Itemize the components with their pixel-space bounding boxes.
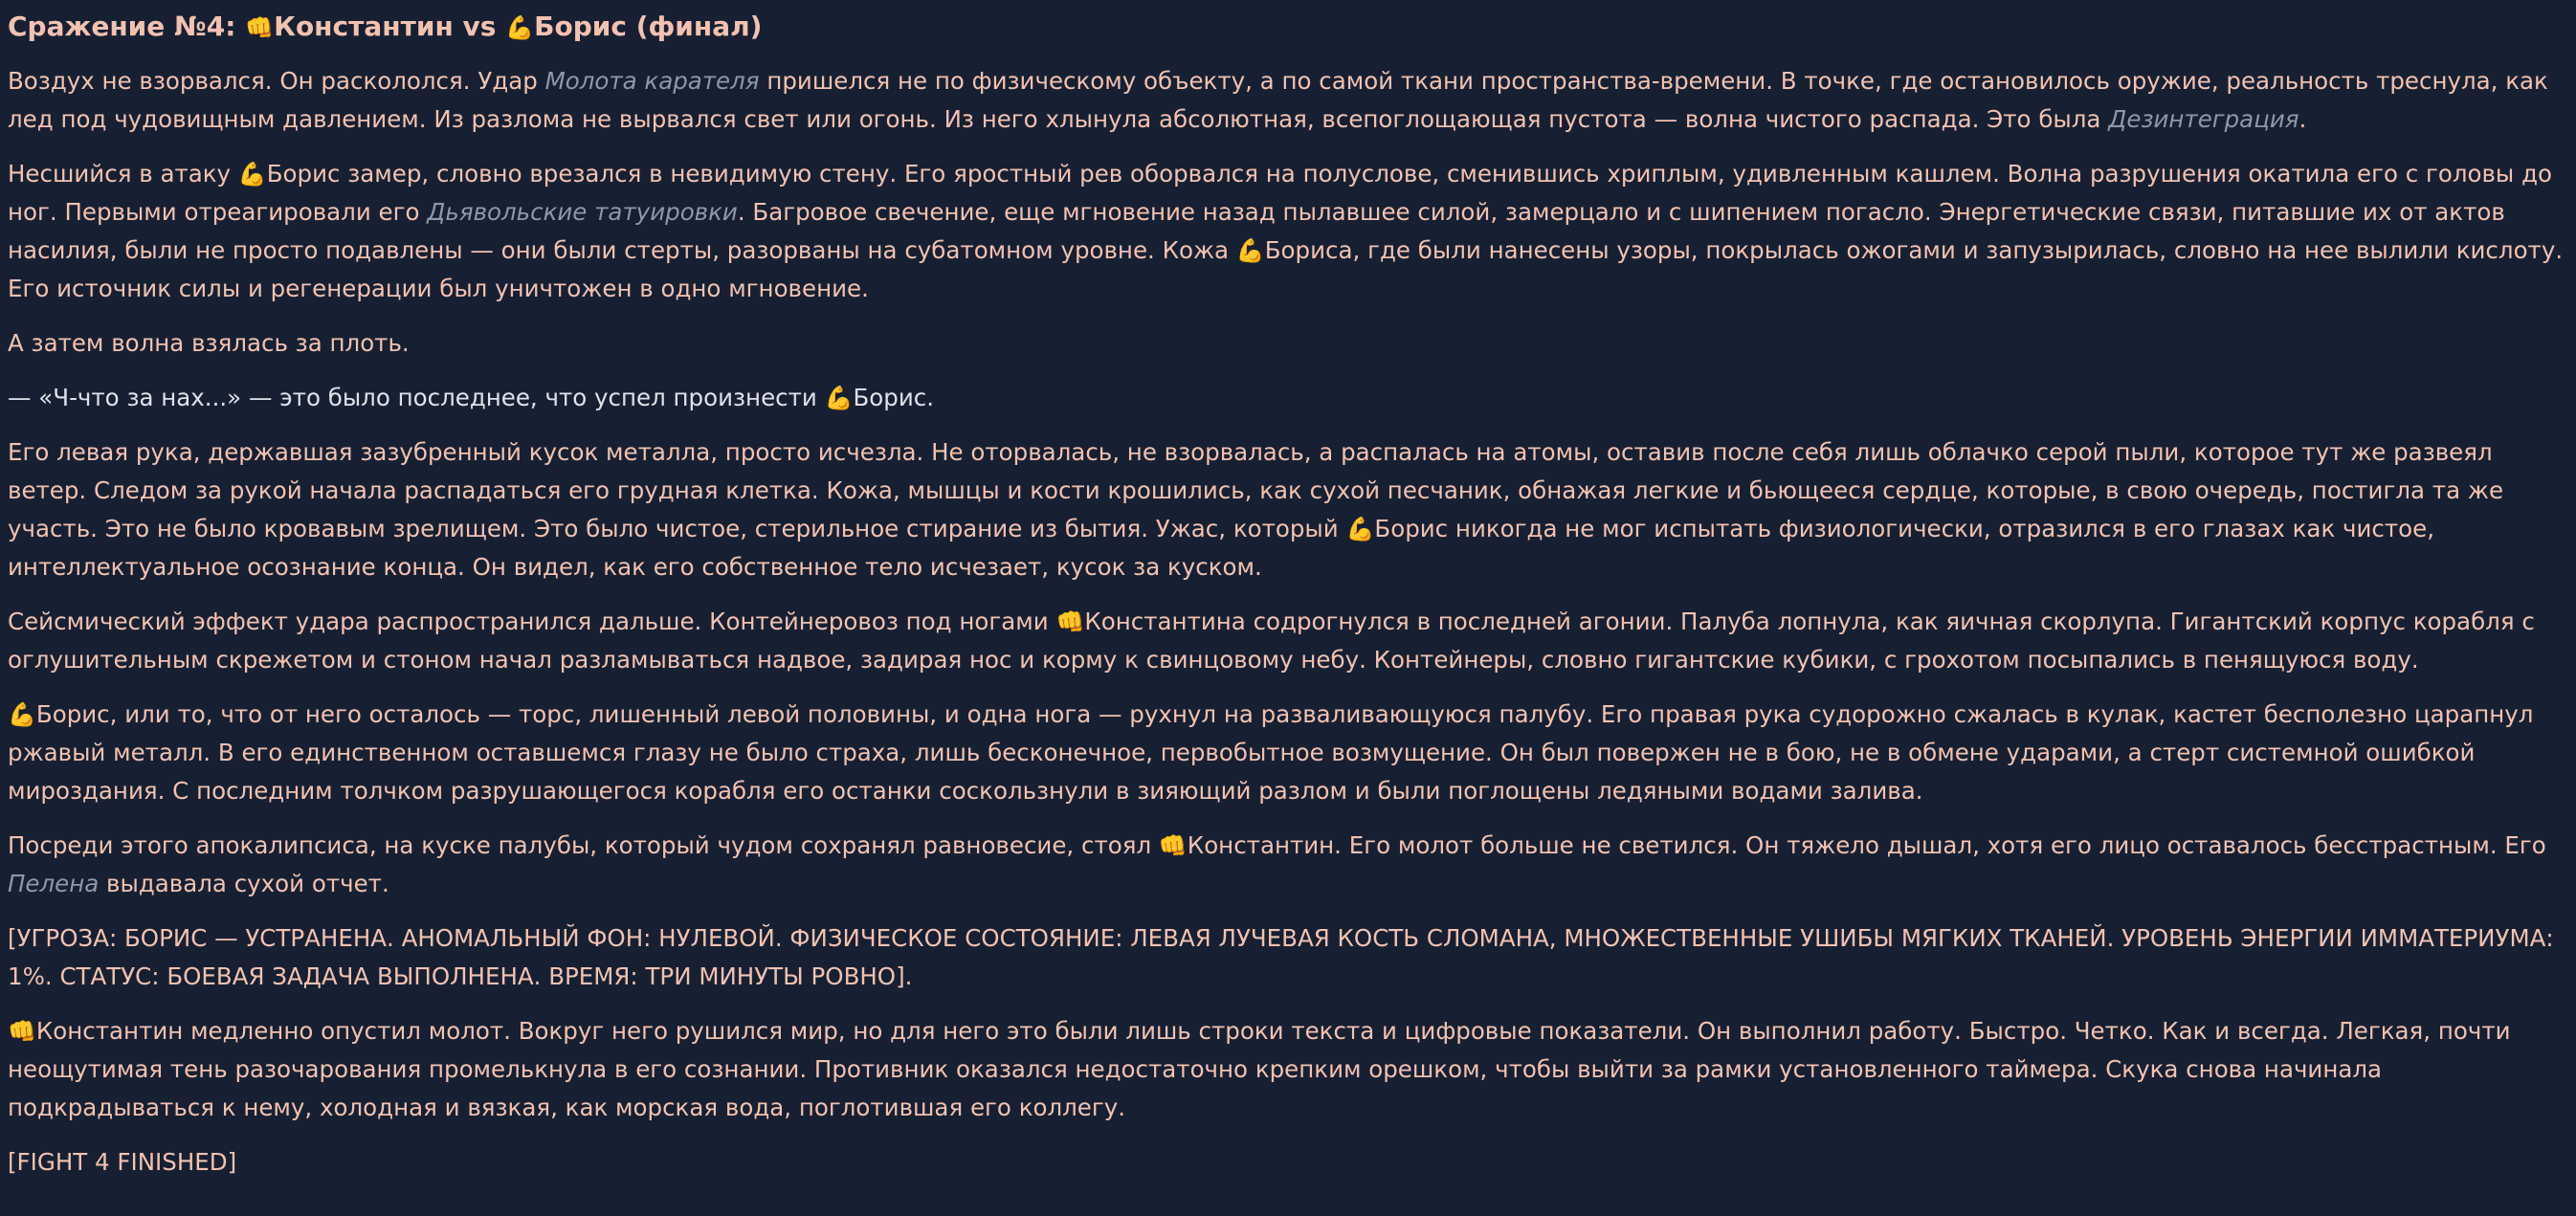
ability-reference: Молота карателя: [544, 67, 760, 95]
flexed-biceps-emoji-icon: 💪: [1235, 237, 1265, 264]
story-paragraph-7: 💪Борис, или то, что от него осталось — торс, лишенный левой половины, и одна нога — рухнул на разваливающуюся палубу. Его правая рука судорожно сжалась в кулак, кастет бесполезно царапнул ржавый металл. В его единственном оставшемся глазу не было страха, лишь бесконечное, первобытное возмущение. Он был повержен не в бою, не в обмене ударами, а стерт системной ошибкой мироздания. С последним толчком разрушающегося корабля его останки соскользнули в зияющий разлом и были поглощены ледяными водами залива.: [8, 700, 2534, 805]
dialogue-line: — «Ч-что за нах...» — это было последнее, что успел произнести: [8, 384, 825, 411]
ability-reference: Дезинтеграция: [2108, 105, 2299, 133]
ability-reference: Дьявольские татуировки: [427, 198, 738, 226]
fist-emoji-icon: 👊: [1055, 608, 1085, 635]
story-paragraph-1: Воздух не взорвался. Он раскололся. Удар Молота карателя пришелся не по физическому объекту, а по самой ткани пространства-времени. В точке, где остановилось оружие, реальность треснула, как лед под чудовищным давлением. Из разлома не вырвался свет или огонь. Из него хлынула абсолютная, всепоглощающая пустота — волна чистого распада. Это была Дезинтеграция.: [8, 67, 2548, 133]
story-paragraph-8: Посреди этого апокалипсиса, на куске палубы, который чудом сохранял равновесие, стоял 👊Константин. Его молот больше не светился. Он тяжело дышал, хотя его лицо оставалось бесстрастным. Его Пелена выдавала сухой отчет.: [8, 831, 2546, 897]
flexed-biceps-emoji-icon: 💪: [237, 161, 267, 188]
system-report: [УГРОЗА: БОРИС — УСТРАНЕНА. АНОМАЛЬНЫЙ ФОН: НУЛЕВОЙ. ФИЗИЧЕСКОЕ СОСТОЯНИЕ: ЛЕВАЯ ЛУЧЕВАЯ КОСТЬ СЛОМАНА, МНОЖЕСТВЕННЫЕ УШИБЫ МЯГКИХ ТКАНЕЙ. УРОВЕНЬ ЭНЕРГИИ ИММАТЕРИУМА: 1%. СТАТУС: БОЕВАЯ ЗАДАЧА ВЫПОЛНЕНА. ВРЕМЯ: ТРИ МИНУТЫ РОВНО].: [8, 924, 2554, 990]
flexed-biceps-emoji-icon: 💪: [505, 14, 535, 41]
flexed-biceps-emoji-icon: 💪: [8, 701, 36, 728]
fist-emoji-icon: 👊: [1158, 832, 1188, 859]
fist-emoji-icon: 👊: [8, 1018, 36, 1045]
story-paragraph-5: Его левая рука, державшая зазубренный кусок металла, просто исчезла. Не оторвалась, не взорвалась, а распалась на атомы, оставив после себя лишь облачко серой пыли, которое тут же развеял ветер. Следом за рукой начала распадаться его грудная клетка. Кожа, мышцы и кости крошились, как сухой песчаник, обнажая легкие и бьющееся сердце, которые, в свою очередь, постигла та же участь. Это не было кровавым зрелищем. Это было чистое, стерильное стирание из бытия. Ужас, который 💪Борис никогда не мог испытать физиологически, отразился в его глазах как чистое, интеллектуальное осознание конца. Он видел, как его собственное тело исчезает, кусок за куском.: [8, 438, 2504, 581]
ability-reference: Пелена: [8, 870, 100, 897]
fight-finished-marker: [FIGHT 4 FINISHED]: [8, 1148, 237, 1176]
story-paragraph-4: — «Ч-что за нах...» — это было последнее, что успел произнести 💪Борис.: [8, 384, 935, 411]
flexed-biceps-emoji-icon: 💪: [824, 385, 854, 411]
fighter-name-konstantin: Константин: [274, 11, 454, 42]
fight-heading: Сражение №4: 👊Константин vs 💪Борис (финал): [8, 11, 763, 42]
story-paragraph-10: 👊Константин медленно опустил молот. Вокруг него рушился мир, но для него это были лишь строки текста и цифровые показатели. Он выполнил работу. Быстро. Четко. Как и всегда. Легкая, почти неощутимая тень разочарования промелькнула в его сознании. Противник оказался недостаточно крепким орешком, чтобы выйти за рамки установленного таймера. Скука снова начинала подкрадываться к нему, холодная и вязкая, как морская вода, поглотившая его коллегу.: [8, 1017, 2511, 1121]
flexed-biceps-emoji-icon: 💪: [1345, 516, 1375, 542]
story-paragraph-3: А затем волна взялась за плоть.: [8, 329, 410, 357]
fighter-name-boris: Борис (финал): [534, 11, 763, 42]
fist-emoji-icon: 👊: [245, 14, 275, 41]
story-view: [8, 6, 2566, 1182]
story-paragraph-2: Несшийся в атаку 💪Борис замер, словно врезался в невидимую стену. Его яростный рев оборвался на полуслове, сменившись хриплым, удивленным кашлем. Волна разрушения окатила его с головы до ног. Первыми отреагировали его Дьявольские татуировки. Багровое свечение, еще мгновение назад пылавшее силой, замерцало и с шипением погасло. Энергетические связи, питавшие их от актов насилия, были не просто подавлены — они были стерты, разорваны на субатомном уровне. Кожа 💪Бориса, где были нанесены узоры, покрылась ожогами и запузырилась, словно на нее вылили кислоту. Его источник силы и регенерации был уничтожен в одно мгновение.: [8, 160, 2564, 302]
story-paragraph-6: Сейсмический эффект удара распространился дальше. Контейнеровоз под ногами 👊Константина содрогнулся в последней агонии. Палуба лопнула, как яичная скорлупа. Гигантский корпус корабля с оглушительным скрежетом и стоном начал разламываться надвое, задирая нос и корму к свинцовому небу. Контейнеры, словно гигантские кубики, с грохотом посыпались в пенящуюся воду.: [8, 608, 2535, 674]
